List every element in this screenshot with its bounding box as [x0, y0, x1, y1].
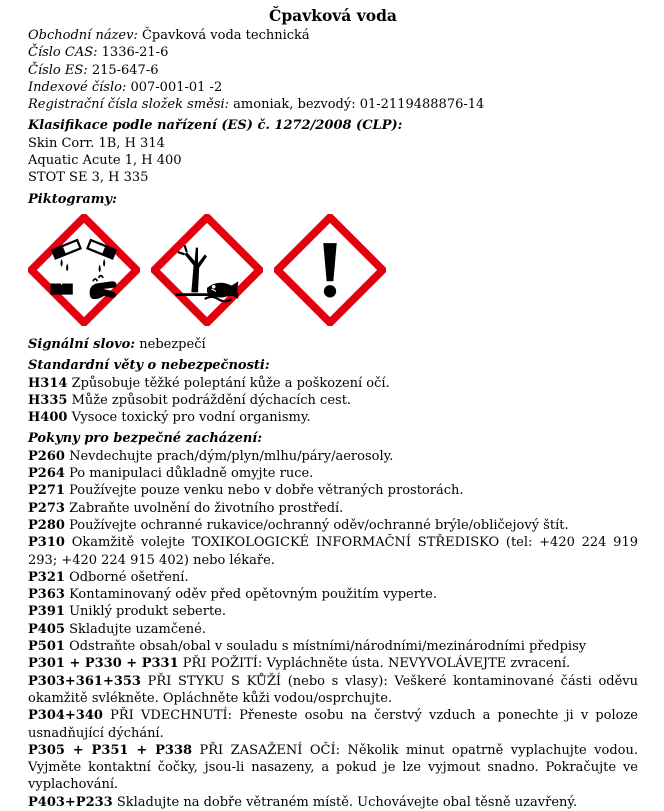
precaution-text: Skladujte uzamčené. — [69, 621, 207, 637]
precaution-item — [28, 500, 638, 517]
identity-label: Obchodní název: — [28, 28, 138, 43]
precaution-code: P403+P233 — [28, 794, 113, 810]
precaution-item — [28, 534, 638, 569]
precaution-code: P260 — [28, 448, 65, 464]
precaution-code: P310 — [28, 535, 65, 551]
precaution-item — [28, 603, 638, 620]
precaution-code: P271 — [28, 483, 65, 499]
signal-word — [28, 336, 638, 353]
hazard-text: Způsobuje těžké poleptání kůže a poškození očí. — [71, 375, 390, 391]
classification-heading: Klasifikace podle nařízení (ES) č. 1272/2008 (CLP): — [28, 118, 403, 134]
precaution-item — [28, 465, 638, 482]
precaution-code: P301 + P330 + P331 — [28, 656, 179, 672]
precaution-code: P303+361+353 — [28, 673, 141, 689]
identity-label: Číslo ES: — [28, 62, 88, 78]
classification-item: Aquatic Acute 1, H 400 — [28, 153, 182, 169]
identity-value: amoniak, bezvodý: 01-2119488876-14 — [233, 97, 485, 113]
precaution-item — [28, 517, 638, 534]
classification-item: STOT SE 3, H 335 — [28, 170, 149, 186]
hazard-item — [28, 375, 638, 392]
precaution-text: Okamžitě volejte TOXIKOLOGICKÉ INFORMAČNÍ STŘEDISKO (tel: +420 224 919 293; +420 224 915 402) nebo lékaře. — [28, 535, 638, 568]
precaution-code: P501 — [28, 639, 65, 655]
pictograms-row — [28, 214, 638, 326]
precaution-text: Po manipulaci důkladně omyjte ruce. — [69, 466, 314, 482]
identity-index — [28, 79, 638, 96]
precaution-heading: Pokyny pro bezpečné zacházení: — [28, 431, 263, 447]
identity-value: Čpavková voda technická — [141, 28, 310, 43]
identity-es — [28, 62, 638, 79]
hazard-text: Může způsobit podráždění dýchacích cest. — [71, 392, 352, 408]
precaution-item — [28, 569, 638, 586]
hazard-list — [28, 375, 638, 427]
precaution-code: P405 — [28, 621, 65, 637]
hazard-heading: Standardní věty o nebezpečnosti: — [28, 358, 270, 374]
classification-item: Skin Corr. 1B, H 314 — [28, 135, 165, 151]
precaution-item — [28, 638, 638, 655]
identity-block — [28, 27, 638, 113]
precaution-text: PŘI POŽITÍ: Vypláchněte ústa. NEVYVOLÁVEJTE zvracení. — [182, 656, 571, 672]
precaution-code: P305 + P351 + P338 — [28, 742, 193, 758]
hazard-item — [28, 392, 638, 409]
precaution-item — [28, 482, 638, 499]
identity-label: Indexové číslo: — [28, 79, 127, 95]
precaution-text: Odstraňte obsah/obal v souladu s místními/národními/mezinárodními předpisy — [69, 639, 587, 655]
precaution-item — [28, 448, 638, 465]
document-title: Čpavková voda — [269, 6, 397, 25]
identity-label: Číslo CAS: — [28, 45, 98, 61]
identity-trade-name — [28, 27, 638, 44]
precaution-text: PŘI ZASAŽENÍ OČÍ: Několik minut opatrně vyplachujte vodou. Vyjměte kontaktní čočky, jsou-li nasazeny, a pokud je lze vyjmout snadno. Pokračujte ve vyplachování. — [28, 742, 638, 793]
identity-label: Registrační čísla složek směsi: — [28, 97, 230, 113]
precaution-item — [28, 707, 638, 742]
precaution-text: Zabraňte uvolnění do životního prostředí. — [69, 500, 344, 516]
precaution-text: Používejte pouze venku nebo v dobře větraných prostorách. — [69, 483, 464, 499]
precaution-text: PŘI VDECHNUTÍ: Přeneste osobu na čerstvý vzduch a ponechte ji v poloze usnadňující dýchání. — [28, 708, 638, 741]
signal-label: Signální slovo: — [28, 336, 136, 352]
precaution-item — [28, 586, 638, 603]
exclamation-mark-icon — [274, 214, 386, 326]
precaution-item — [28, 673, 638, 708]
precaution-text: Uniklý produkt seberte. — [69, 604, 226, 620]
precaution-item — [28, 794, 638, 811]
hazard-code: H314 — [28, 375, 68, 391]
precaution-item — [28, 742, 638, 794]
identity-cas — [28, 44, 638, 61]
corrosion-icon — [28, 214, 140, 326]
precaution-item — [28, 621, 638, 638]
precaution-list — [28, 448, 638, 811]
precaution-code: P363 — [28, 587, 65, 603]
identity-value: 1336-21-6 — [101, 45, 169, 61]
precaution-code: P304+340 — [28, 708, 103, 724]
hazard-code: H400 — [28, 410, 68, 426]
identity-registration — [28, 96, 638, 113]
precaution-code: P391 — [28, 604, 65, 620]
precaution-text: Kontaminovaný oděv před opětovným použitím vyperte. — [69, 587, 437, 603]
precaution-text: Skladujte na dobře větraném místě. Uchovávejte obal těsně uzavřený. — [116, 794, 578, 810]
precaution-text: PŘI STYKU S KŮŽÍ (nebo s vlasy): Veškeré kontaminované části oděvu okamžitě svlékněte. Opláchněte kůži vodou/osprchujte. — [28, 673, 639, 706]
precaution-code: P321 — [28, 569, 65, 585]
pictograms-heading: Piktogramy: — [28, 191, 117, 207]
classification-list — [28, 135, 638, 187]
hazard-code: H335 — [28, 392, 68, 408]
precaution-code: P273 — [28, 500, 65, 516]
signal-value: nebezpečí — [139, 336, 206, 352]
precaution-code: P280 — [28, 517, 65, 533]
identity-value: 215-647-6 — [91, 62, 159, 78]
precaution-item — [28, 655, 638, 672]
precaution-text: Nevdechujte prach/dým/plyn/mlhu/páry/aerosoly. — [69, 448, 394, 464]
hazard-item — [28, 409, 638, 426]
precaution-text: Odborné ošetření. — [69, 569, 189, 585]
precaution-code: P264 — [28, 466, 65, 482]
precaution-text: Používejte ochranné rukavice/ochranný oděv/ochranné brýle/obličejový štít. — [69, 517, 569, 533]
hazard-text: Vysoce toxický pro vodní organismy. — [71, 410, 311, 426]
environment-icon — [151, 214, 263, 326]
identity-value: 007-001-01 -2 — [130, 79, 223, 95]
